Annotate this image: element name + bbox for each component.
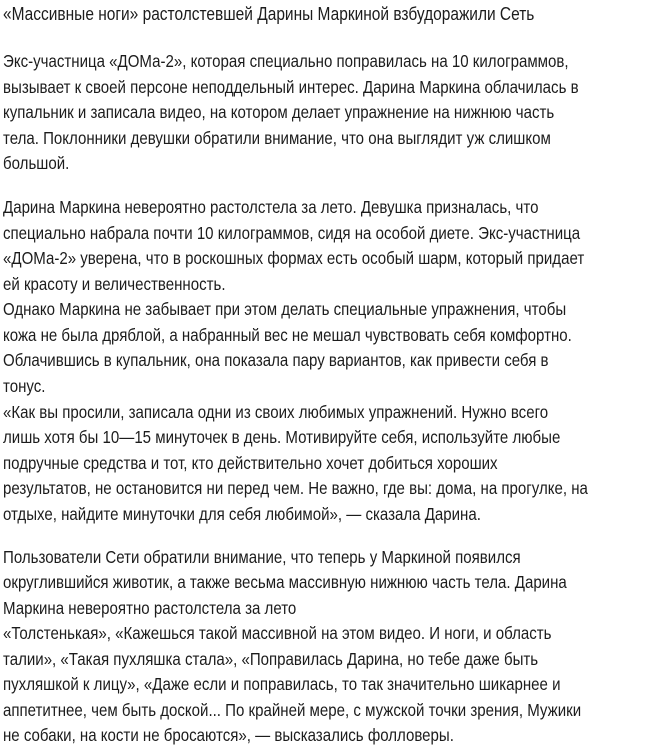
text-line: Дарина Маркина невероятно растолстела за лето. Девушка призналась, что [3, 197, 539, 217]
text-line: купальник и записала видео, на котором делает упражнение на нижнюю часть [3, 102, 555, 122]
text-line: тела. Поклонники девушки обратили внимание, что она выглядит уж слишком [3, 128, 551, 148]
text-line: Однако Маркина не забывает при этом делать специальные упражнения, чтобы [3, 299, 567, 319]
text-line: округлившийся животик, а также весьма массивную нижнюю часть тела. Дарина [3, 572, 567, 592]
text-line: аппетитнее, чем быть доской... По крайней мере, с мужской точки зрения, Мужики [3, 700, 582, 720]
text-line: вызывает к своей персоне неподдельный интерес. Дарина Маркина облачилась в [3, 77, 579, 97]
text-line: подручные средства и тот, кто действительно хочет добиться хороших [3, 453, 498, 473]
text-line: ей красоту и величественность. [3, 274, 226, 294]
text-line: Пользователи Сети обратили внимание, что теперь у Маркиной появился [3, 547, 521, 567]
text-line: тонус. [3, 376, 46, 396]
text-line: специально набрала почти 10 килограммов, сидя на особой диете. Экс-участница [3, 223, 581, 243]
text-line: «ДОМа-2» уверена, что в роскошных формах есть особый шарм, который придает [3, 248, 585, 268]
text-line: отдыхе, найдите минуточки для себя любимой», — сказала Дарина. [3, 504, 481, 524]
text-line: «Как вы просили, записала одни из своих любимых упражнений. Нужно всего [3, 402, 549, 422]
text-line: «Толстенькая», «Кажешься такой массивной на этом видео. И ноги, и область [3, 623, 552, 643]
text-line: лишь хотя бы 10—15 минуточек в день. Мотивируйте себя, используйте любые [3, 427, 561, 447]
text-line: Облачившись в купальник, она показала пару вариантов, как привести себя в [3, 350, 549, 370]
text-line: Маркина невероятно растолстела за лето [3, 598, 297, 618]
article-title: «Массивные ноги» растолстевшей Дарины Маркиной взбудоражили Сеть [3, 4, 535, 24]
text-line: не собаки, на кости не бросаются», — высказались фолловеры. [3, 725, 454, 745]
text-line: талии», «Такая пухляшка стала», «Поправилась Дарина, но тебе даже быть [3, 649, 539, 669]
text-line: Экс-участница «ДОМа-2», которая специально поправилась на 10 килограммов, [3, 51, 569, 71]
text-line: результатов, не остановится ни перед чем. Не важно, где вы: дома, на прогулке, на [3, 478, 588, 498]
text-line: пухляшкой к лицу», «Даже если и поправилась, то так значительно шикарнее и [3, 674, 561, 694]
text-line: кожа не была дряблой, а набранный вес не мешал чувствовать себя комфортно. [3, 325, 572, 345]
text-line: большой. [3, 153, 70, 173]
